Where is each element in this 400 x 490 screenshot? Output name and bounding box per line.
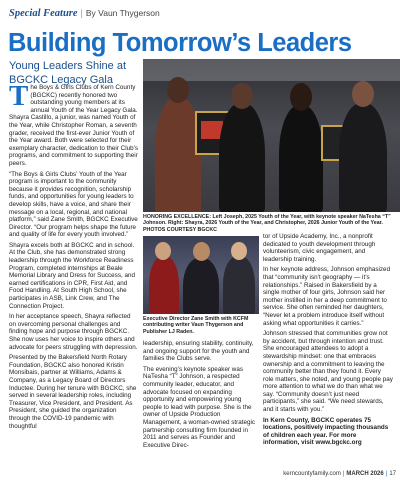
footer-issue: MARCH 2026 [346,471,384,477]
paragraph: Presented by the Bakersfield North Rotary Foundation, BGCKC also honored Kristin Monsibais, partner at Williams, Adams & Company, as a Legacy Board of Directors Inductee. During her tenure with BGCKC, she served in several leadership roles, including Treasurer, Vice President, and President. As President, she guided the organization through the COVID-19 pandemic with thoughtful [9,354,137,430]
footer-site: kerncountyfamily.com [283,471,341,477]
caption-text: Left Joseph, 2025 Youth of the Year, with keynote speaker NaTesha “T” Johnson. Right: Shayra, 2026 Youth of the Year, and Christopher, 2026 Junior Youth of the Year. [143,214,391,227]
secondary-photo [143,236,259,314]
section-header [9,8,309,24]
page-number: 17 [389,471,396,477]
paragraph: In her keynote address, Johnson emphasized that “community isn’t geography — it’s relationships.” Raised in Bakersfield by a single mother of four girls, Johnson said her mother instilled in her a deep commitment to service. She often reminded her daughters, “Never let a problem introduce itself without asking what opportunities it carries.” [263,266,391,327]
secondary-caption: Executive Director Zane Smith with KCFM contributing writer Vaun Thygerson and Publisher LJ Raden. [143,316,249,335]
header-separator: | [80,8,83,18]
main-photo [143,59,400,212]
person-figure [219,103,265,212]
deck: Young Leaders Shine at BGCKC Legacy Gala [9,60,127,86]
person-figure [183,258,219,314]
person-figure [279,105,323,212]
headline: Building Tomorrow’s Leaders [8,29,352,57]
person-figure [339,103,387,212]
page-footer: kerncountyfamily.com | MARCH 2026 | 17 [283,471,396,477]
paragraph: The evening’s keynote speaker was NaTesha “T” Johnson, a respected community leader, educator, and advocate focused on expanding opportunity and empowering young people to lead with purpose. She is the owner of Upside Production Management, a woman-owned strategic partnership consulting firm founded in 2011 and serves as Founder and Executive Direc- [143,365,256,449]
photo-credit: PHOTOS COURTESY BGCKC [143,226,217,233]
person-head [231,242,247,260]
article-column-2 [143,340,259,452]
paragraph: Johnson stressed that communities grow not by accident, but through intention and trust. She encouraged attendees to adopt a stewardship mindset: one that embraces ownership and a commitment to leaving the community better than they found it. Every role matters, she noted, and young people pay more attention to what we do than what we say. “Community doesn’t just need participants,” she said. “We need stewards, and it starts with you.” [263,330,393,414]
person-figure [223,256,255,314]
main-caption [143,214,400,233]
person-head [290,83,312,111]
person-figure [149,256,179,314]
person-head [352,81,374,107]
article-column-1 [9,80,139,433]
person-head [155,242,171,260]
caption-label: HONORING EXCELLENCE: [143,214,211,220]
paragraph: Shayra excels both at BGCKC and in school. At the Club, she has demonstrated strong leadership through the Workforce Readiness Program, completed internships at Beale Memorial Library and Dress for Success, and earned certifications in CPR, First Aid, and Food Handling. At South High School, she participates in ASB, Link Crew, and The Connection Project. [9,241,135,310]
closing-paragraph: In Kern County, BGCKC operates 75 locations, positively impacting thousands of children each year. For more information, visit www.bgckc.org [263,416,389,447]
drop-cap: T [9,80,29,112]
paragraph: he Boys & Girls Clubs of Kern County (BGCKC) recently honored two outstanding young members at its annual Youth of the Year Legacy Gala. Shayra Castillo, a junior, was named Youth of the Year, while Christopher Roman, a seventh grader, received the first-ever Junior Youth of the Year award. Both were selected for their exemplary character, dedication to their Club’s programs, and commitment to supporting their peers. [9,84,139,167]
section-label: Special Feature [9,8,78,19]
paragraph: tor of Upside Academy, Inc., a nonprofit dedicated to youth development through volunteerism, civic engagement, and leadership training. [263,233,376,263]
byline: By Vaun Thygerson [85,8,160,18]
paragraph: In her acceptance speech, Shayra reflected on overcoming personal challenges and finding hope and purpose through BGCKC. She now uses her voice to inspire others and advocate for peers struggling with depression. [9,313,138,351]
paragraph: “The Boys & Girls Clubs’ Youth of the Year program is important to the community because it provides recognition, scholarship funds, and opportunities for young leaders to develop skills, have a voice, and share their message on a local, regional, and national platform,” said Zane Smith, BGCKC Executive Director. “Our program helps shape the future and quality of life for every youth involved.” [9,170,138,239]
person-head [167,77,189,103]
person-head [231,83,253,109]
article-column-3 [263,233,393,450]
person-head [193,242,210,261]
paragraph: leadership, ensuring stability, continuity, and ongoing support for the youth and families the Clubs serve. [143,340,254,363]
